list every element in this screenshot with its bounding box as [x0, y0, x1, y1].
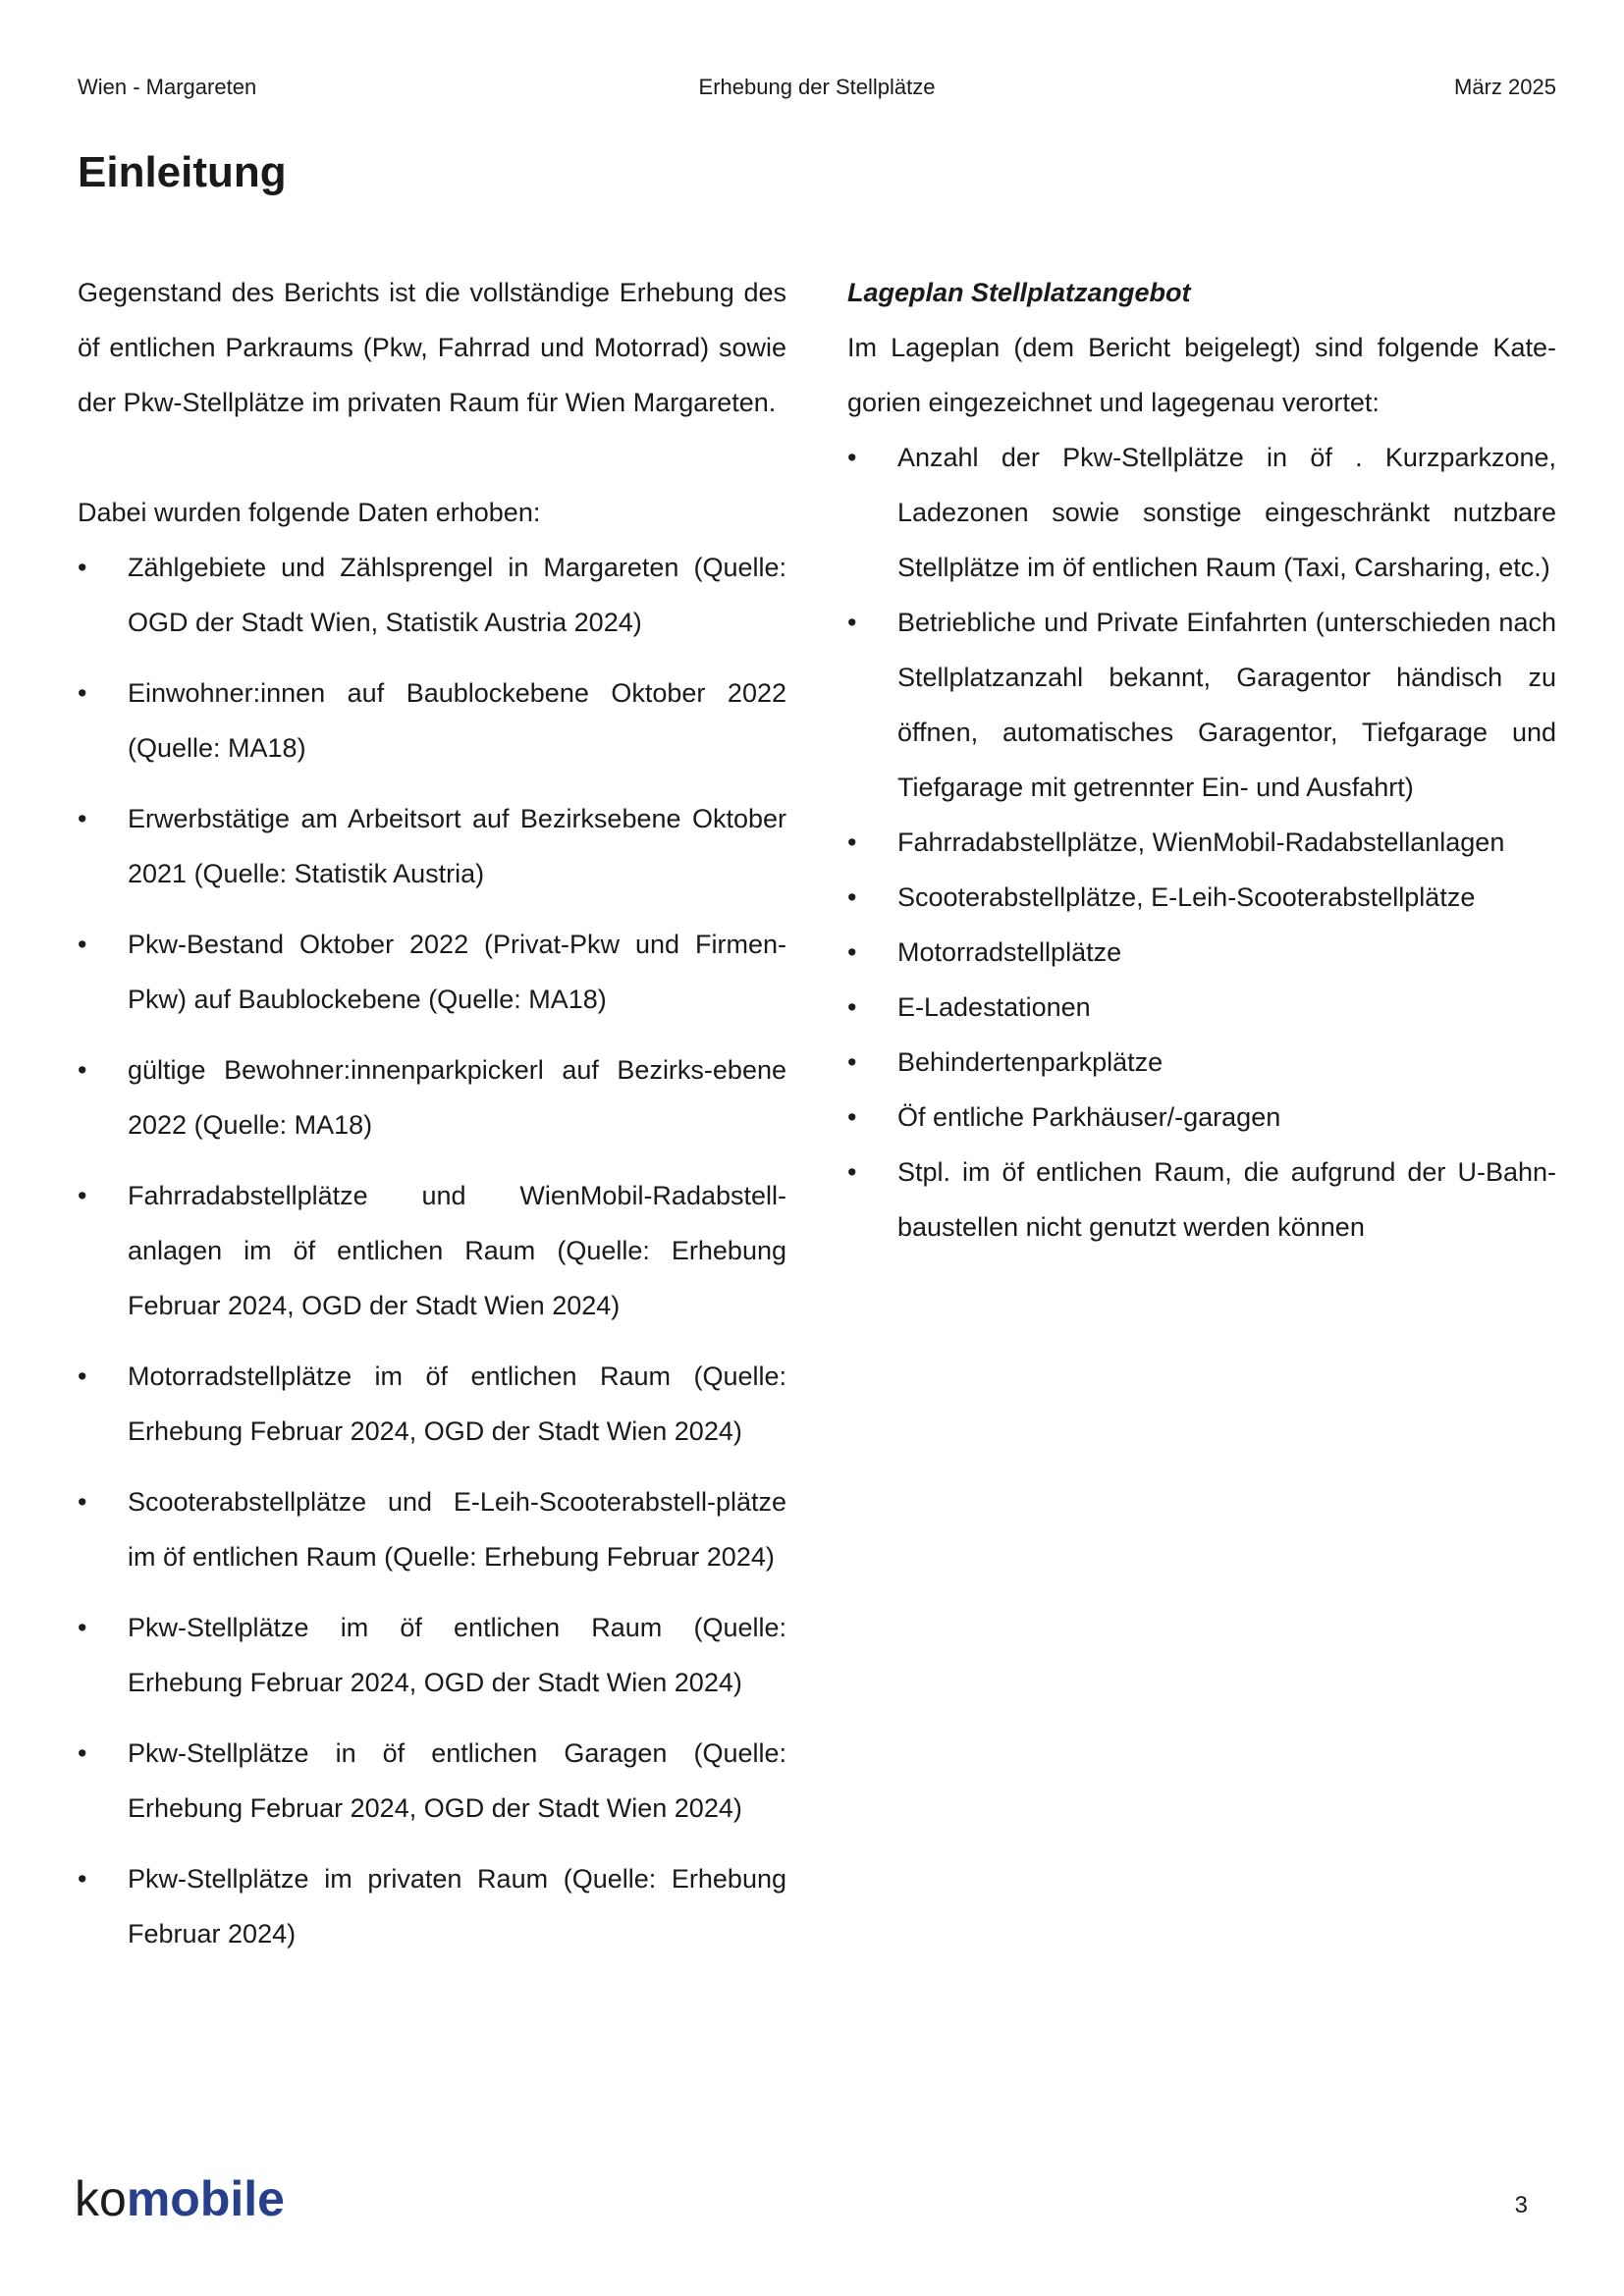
bullet-icon: •: [847, 937, 857, 967]
data-source-item-text: gültige Bewohner:innenparkpickerl auf Bezirks-ebene 2022 (Quelle: MA18): [128, 1055, 786, 1140]
category-item-text: Scooterabstellplätze, E-Leih-Scooterabstellplätze: [897, 882, 1476, 912]
paragraph-spacer: [78, 430, 786, 485]
header-date: März 2025: [1454, 75, 1556, 99]
bullet-icon: •: [78, 1181, 87, 1210]
category-item: [847, 870, 1556, 925]
data-source-item: [78, 1726, 786, 1836]
site-plan-intro: Im Lageplan (dem Bericht beigelegt) sind folgende Kate-gorien eingezeichnet und lagegenau verortet:: [847, 333, 1556, 417]
bullet-icon: •: [78, 678, 87, 708]
category-item: [847, 1090, 1556, 1145]
bullet-icon: •: [78, 1613, 87, 1642]
category-item-text: Anzahl der Pkw-Stellplätze in öf . Kurzparkzone, Ladezonen sowie sonstige eingeschränkt nutzbare Stellplätze im öf entlichen Raum (Taxi, Carsharing, etc.): [897, 443, 1556, 582]
right-column: [847, 265, 1556, 1255]
site-plan-categories-list: [847, 430, 1556, 1255]
data-source-item-text: Pkw-Stellplätze in öf entlichen Garagen (Quelle: Erhebung Februar 2024, OGD der Stadt Wien 2024): [128, 1738, 786, 1823]
bullet-icon: •: [78, 1738, 87, 1768]
bullet-icon: •: [78, 804, 87, 833]
bullet-icon: •: [78, 1864, 87, 1894]
intro-paragraph: Gegenstand des Berichts ist die vollständige Erhebung des öf entlichen Parkraums (Pkw, Fahrrad und Motorrad) sowie der Pkw-Stellplätze im privaten Raum für Wien Margareten.: [78, 278, 786, 417]
komobile-logo: [75, 2169, 285, 2228]
category-item-text: Stpl. im öf entlichen Raum, die aufgrund der U-Bahn-baustellen nicht genutzt werden können: [897, 1157, 1556, 1242]
category-item-text: Öf entliche Parkhäuser/-garagen: [897, 1102, 1281, 1132]
data-source-item: [78, 1042, 786, 1152]
data-source-item-text: Pkw-Stellplätze im privaten Raum (Quelle: Erhebung Februar 2024): [128, 1864, 786, 1949]
data-source-item-text: Fahrradabstellplätze und WienMobil-Radabstell-anlagen im öf entlichen Raum (Quelle: Erhebung Februar 2024, OGD der Stadt Wien 2024): [128, 1181, 786, 1320]
category-item: [847, 430, 1556, 595]
page-number: 3: [1514, 2192, 1528, 2218]
category-item: [847, 925, 1556, 980]
header-location: Wien - Margareten: [78, 75, 257, 99]
bullet-icon: •: [847, 1157, 857, 1187]
data-source-item-text: Scooterabstellplätze und E-Leih-Scooterabstell-plätze im öf entlichen Raum (Quelle: Erhebung Februar 2024): [128, 1487, 786, 1572]
logo-text-mobile: mobile: [126, 2171, 285, 2226]
data-source-item: [78, 666, 786, 775]
data-source-item: [78, 1168, 786, 1333]
data-source-item-text: Pkw-Stellplätze im öf entlichen Raum (Quelle: Erhebung Februar 2024, OGD der Stadt Wien 2024): [128, 1613, 786, 1697]
bullet-icon: •: [78, 553, 87, 582]
data-source-item: [78, 1349, 786, 1459]
site-plan-subheading: Lageplan Stellplatzangebot: [847, 278, 1191, 307]
bullet-icon: •: [847, 1047, 857, 1077]
bullet-icon: •: [78, 1487, 87, 1517]
bullet-icon: •: [847, 828, 857, 857]
header-document-title: Erhebung der Stellplätze: [698, 75, 936, 99]
data-intro-paragraph: Dabei wurden folgende Daten erhoben:: [78, 498, 541, 527]
bullet-icon: •: [78, 1055, 87, 1085]
data-source-item-text: Einwohner:innen auf Baublockebene Oktober 2022 (Quelle: MA18): [128, 678, 786, 763]
bullet-icon: •: [847, 443, 857, 472]
category-item: [847, 815, 1556, 870]
data-source-item: [78, 1600, 786, 1710]
category-item-text: E-Ladestationen: [897, 992, 1091, 1022]
data-source-item-text: Motorradstellplätze im öf entlichen Raum (Quelle: Erhebung Februar 2024, OGD der Stadt Wien 2024): [128, 1362, 786, 1446]
category-item: [847, 1145, 1556, 1255]
page-title: Einleitung: [78, 148, 287, 196]
data-source-item-text: Pkw-Bestand Oktober 2022 (Privat-Pkw und Firmen-Pkw) auf Baublockebene (Quelle: MA18): [128, 930, 786, 1014]
data-sources-list: [78, 540, 786, 1961]
data-source-item: [78, 791, 786, 901]
bullet-icon: •: [78, 1362, 87, 1391]
data-source-item: [78, 917, 786, 1027]
bullet-icon: •: [78, 930, 87, 959]
category-item-text: Behindertenparkplätze: [897, 1047, 1164, 1077]
data-source-item-text: Zählgebiete und Zählsprengel in Margareten (Quelle: OGD der Stadt Wien, Statistik Austria 2024): [128, 553, 786, 637]
category-item: [847, 595, 1556, 815]
category-item-text: Betriebliche und Private Einfahrten (unterschieden nach Stellplatzanzahl bekannt, Garagentor händisch zu öffnen, automatisches Garagentor, Tiefgarage und Tiefgarage mit getrennter Ein- und Ausfahrt): [897, 608, 1556, 802]
category-item-text: Fahrradabstellplätze, WienMobil-Radabstellanlagen: [897, 828, 1505, 857]
page-header: [78, 73, 1556, 102]
category-item-text: Motorradstellplätze: [897, 937, 1122, 967]
bullet-icon: •: [847, 608, 857, 637]
bullet-icon: •: [847, 992, 857, 1022]
data-source-item: [78, 1474, 786, 1584]
data-source-item: [78, 1851, 786, 1961]
data-source-item: [78, 540, 786, 650]
category-item: [847, 1035, 1556, 1090]
category-item: [847, 980, 1556, 1035]
left-column: [78, 265, 786, 1977]
bullet-icon: •: [847, 882, 857, 912]
logo-text-ko: ko: [75, 2171, 127, 2226]
bullet-icon: •: [847, 1102, 857, 1132]
data-source-item-text: Erwerbstätige am Arbeitsort auf Bezirksebene Oktober 2021 (Quelle: Statistik Austria): [128, 804, 786, 888]
